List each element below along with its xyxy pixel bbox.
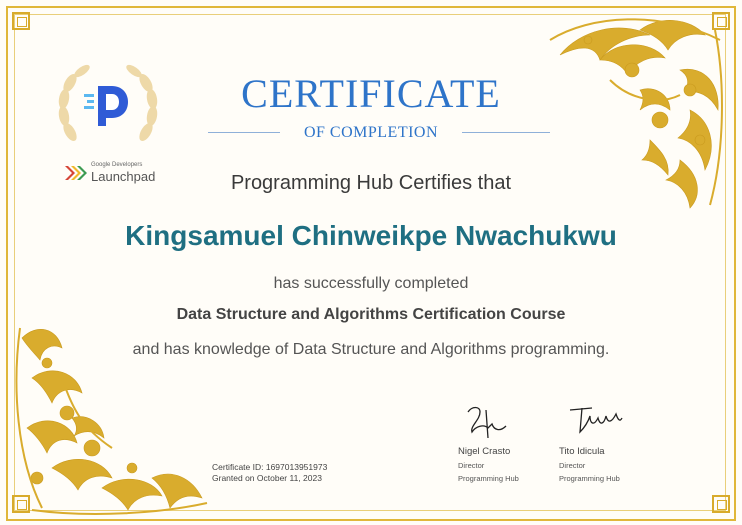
- certificate-title: CERTIFICATE: [241, 71, 501, 116]
- certificate-subtitle: OF COMPLETION: [303, 124, 439, 141]
- corner-box-top-left: [12, 12, 30, 30]
- certificate-meta: [212, 462, 327, 484]
- signature-nigel-crasto: [462, 402, 512, 440]
- recipient-name: Kingsamuel Chinweikpe Nwachukwu: [125, 220, 617, 251]
- signatory-2: [559, 446, 620, 483]
- completed-line: has successfully completed: [273, 275, 469, 292]
- signature-tito-idicula: [566, 402, 624, 438]
- signatory-2-name: Tito Idicula: [559, 446, 605, 457]
- signatory-1: [458, 446, 519, 483]
- certifies-line: Programming Hub Certifies that: [230, 172, 512, 194]
- granted-date: Granted on October 11, 2023: [212, 473, 322, 483]
- partner-name: Launchpad: [91, 169, 156, 184]
- signatory-1-org: Programming Hub: [458, 474, 519, 483]
- signatory-2-role: Director: [559, 461, 586, 470]
- corner-box-bottom-right: [712, 495, 730, 513]
- signatory-2-org: Programming Hub: [559, 474, 620, 483]
- partner-small-text: Google Developers: [91, 162, 143, 168]
- knowledge-line: and has knowledge of Data Structure and Algorithms programming.: [132, 341, 610, 358]
- signatory-1-role: Director: [458, 461, 485, 470]
- signatory-1-name: Nigel Crasto: [458, 446, 511, 457]
- course-name: Data Structure and Algorithms Certification Course: [176, 306, 566, 323]
- certificate-id: Certificate ID: 1697013951973: [212, 462, 328, 472]
